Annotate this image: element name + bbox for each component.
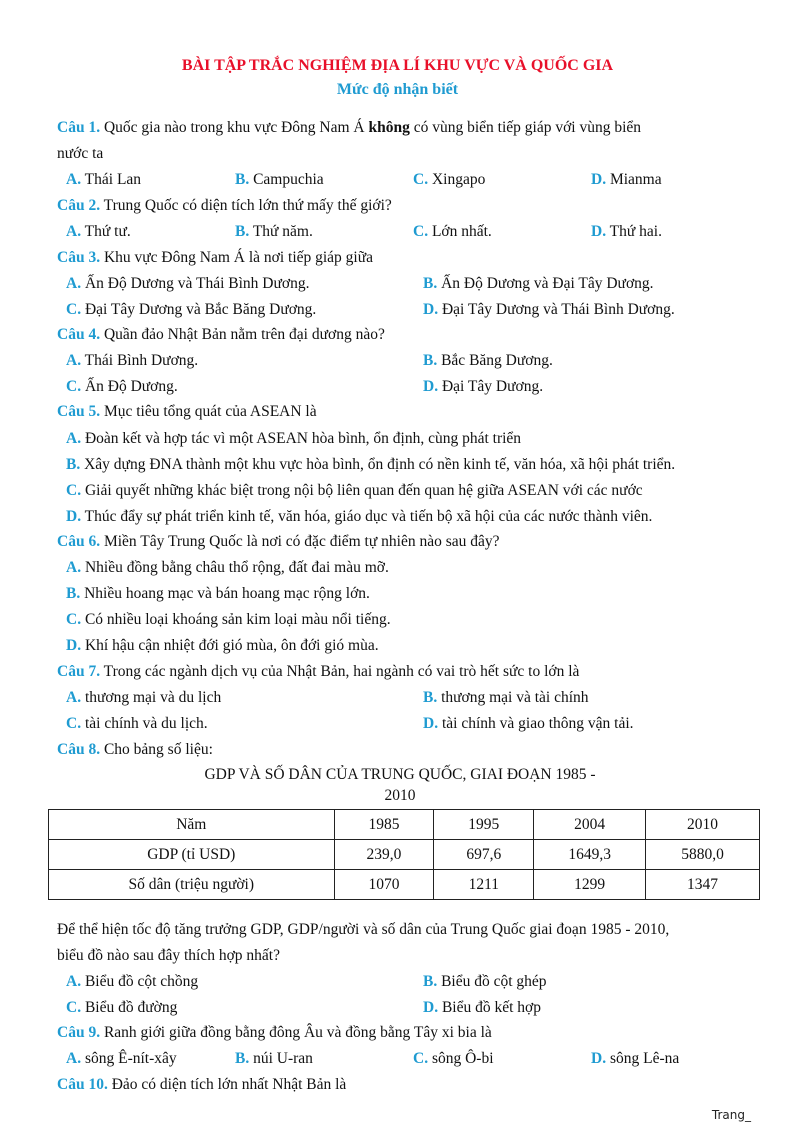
option-b[interactable] — [235, 1049, 313, 1069]
option-letter: D. — [423, 715, 439, 732]
option-text: Ấn Độ Dương và Đại Tây Dương. — [437, 275, 654, 292]
table-cell: 5880,0 — [646, 840, 760, 870]
option-text: Đại Tây Dương. — [438, 378, 544, 395]
table-caption: GDP VÀ SỐ DÂN CỦA TRUNG QUỐC, GIAI ĐOẠN 1985 - — [204, 766, 596, 783]
option-letter: D. — [591, 223, 607, 240]
option-d[interactable] — [591, 1049, 679, 1069]
option-text: Biểu đồ cột chồng — [81, 973, 199, 990]
option-letter: D. — [423, 999, 439, 1016]
question-text: Đảo có diện tích lớn nhất Nhật Bản là — [107, 1076, 347, 1093]
option-letter: C. — [66, 999, 82, 1016]
question-text: Trung Quốc có diện tích lớn thứ mấy thế giới? — [100, 197, 392, 214]
option-text: Mianma — [606, 171, 662, 188]
question-text: Quần đảo Nhật Bản nằm trên đại dương nào? — [100, 326, 385, 343]
question-2 — [57, 196, 392, 216]
table-header-row — [49, 810, 760, 840]
option-c[interactable] — [66, 481, 643, 501]
option-text: Bắc Băng Dương. — [437, 352, 553, 369]
option-text: Xây dựng ĐNA thành một khu vực hòa bình, ổn định có nền kinh tế, văn hóa, xã hội phát triển. — [80, 456, 676, 473]
table-row — [49, 840, 760, 870]
option-text: Giải quyết những khác biệt trong nội bộ liên quan đến quan hệ giữa ASEAN với các nước — [81, 482, 643, 499]
option-text: Nhiều đồng bằng châu thổ rộng, đất đai màu mỡ. — [81, 559, 389, 576]
option-text: Ấn Độ Dương và Thái Bình Dương. — [81, 275, 310, 292]
option-text: Biểu đồ kết hợp — [438, 999, 541, 1016]
question-label: Câu 1. — [57, 119, 101, 136]
option-b[interactable] — [235, 170, 324, 190]
question-label: Câu 2. — [57, 197, 101, 214]
option-b[interactable] — [66, 584, 370, 604]
option-letter: D. — [591, 171, 607, 188]
option-letter: A. — [66, 430, 82, 447]
table-header-cell: 1995 — [434, 810, 534, 840]
table-header-cell: 2010 — [646, 810, 760, 840]
question-text: có vùng biển tiếp giáp với vùng biển — [409, 119, 642, 136]
option-c[interactable] — [66, 998, 177, 1018]
option-letter: B. — [423, 973, 438, 990]
option-a[interactable] — [66, 222, 131, 242]
option-text: Biểu đồ đường — [81, 999, 178, 1016]
option-text: Thứ hai. — [606, 223, 662, 240]
table-cell: 1211 — [434, 870, 534, 900]
option-c[interactable] — [413, 1049, 494, 1069]
option-a[interactable] — [66, 429, 521, 449]
option-c[interactable] — [66, 377, 178, 397]
question-4 — [57, 325, 385, 345]
option-d[interactable] — [66, 507, 652, 527]
option-letter: B. — [423, 689, 438, 706]
option-text: Khí hậu cận nhiệt đới gió mùa, ôn đới gió mùa. — [81, 637, 379, 654]
option-letter: A. — [66, 275, 82, 292]
option-d[interactable] — [423, 300, 675, 320]
option-b[interactable] — [423, 274, 654, 294]
option-text: Thúc đẩy sự phát triển kinh tế, văn hóa, giáo dục và tiến bộ xã hội của các nước thành viên. — [81, 508, 653, 525]
option-a[interactable] — [66, 1049, 177, 1069]
option-b[interactable] — [423, 351, 553, 371]
option-a[interactable] — [66, 274, 309, 294]
table-header-cell: Năm — [49, 810, 335, 840]
option-text: Có nhiều loại khoáng sản kim loại màu nổi tiếng. — [81, 611, 391, 628]
option-d[interactable] — [423, 377, 543, 397]
question-label: Câu 3. — [57, 249, 101, 266]
option-text: tài chính và du lịch. — [81, 715, 208, 732]
option-text: thương mại và tài chính — [437, 689, 589, 706]
option-letter: C. — [413, 223, 429, 240]
option-letter: B. — [66, 456, 81, 473]
option-text: thương mại và du lịch — [81, 689, 222, 706]
question-7 — [57, 662, 579, 682]
option-text: sông Lê-na — [606, 1050, 680, 1067]
table-caption-continuation: 2010 — [384, 787, 416, 804]
option-text: Campuchia — [249, 171, 324, 188]
option-letter: C. — [66, 301, 82, 318]
option-a[interactable] — [66, 558, 389, 578]
option-text: Thứ tư. — [81, 223, 131, 240]
question-label: Câu 7. — [57, 663, 101, 680]
option-c[interactable] — [66, 300, 316, 320]
question-9 — [57, 1023, 492, 1043]
option-c[interactable] — [66, 714, 208, 734]
option-text: Thứ năm. — [249, 223, 313, 240]
option-letter: B. — [66, 585, 81, 602]
option-text: Ấn Độ Dương. — [81, 378, 178, 395]
table-row — [49, 870, 760, 900]
option-letter: A. — [66, 973, 82, 990]
option-letter: A. — [66, 171, 82, 188]
question-1-continuation: nước ta — [57, 145, 104, 162]
question-label: Câu 10. — [57, 1076, 108, 1093]
option-text: Thái Bình Dương. — [81, 352, 199, 369]
option-letter: C. — [413, 1050, 429, 1067]
option-letter: A. — [66, 559, 82, 576]
option-b[interactable] — [66, 455, 675, 475]
option-a[interactable] — [66, 351, 198, 371]
table-cell: 1299 — [534, 870, 646, 900]
question-label: Câu 4. — [57, 326, 101, 343]
question-label: Câu 5. — [57, 403, 101, 420]
option-letter: D. — [66, 508, 82, 525]
question-3 — [57, 248, 373, 268]
table-cell: GDP (tỉ USD) — [49, 840, 335, 870]
document-subtitle: Mức độ nhận biết — [336, 81, 459, 98]
option-b[interactable] — [235, 222, 313, 242]
question-emphasis: không — [368, 119, 410, 136]
option-d[interactable] — [591, 170, 662, 190]
option-letter: C. — [66, 482, 82, 499]
question-text: Ranh giới giữa đồng bằng đông Âu và đồng bằng Tây xi bia là — [100, 1024, 492, 1041]
question-text: Khu vực Đông Nam Á là nơi tiếp giáp giữa — [100, 249, 374, 266]
option-text: núi U-ran — [249, 1050, 313, 1067]
option-c[interactable] — [413, 222, 492, 242]
question-text: Quốc gia nào trong khu vực Đông Nam Á — [100, 119, 369, 136]
option-text: sông Ô-bi — [428, 1050, 494, 1067]
option-text: Đoàn kết và hợp tác vì một ASEAN hòa bình, ổn định, cùng phát triển — [81, 430, 522, 447]
table-cell: Số dân (triệu người) — [49, 870, 335, 900]
question-text: Trong các ngành dịch vụ của Nhật Bản, hai ngành có vai trò hết sức to lớn là — [100, 663, 580, 680]
data-table — [48, 809, 760, 900]
question-8 — [57, 740, 213, 760]
table-cell: 1347 — [646, 870, 760, 900]
question-label: Câu 6. — [57, 533, 101, 550]
table-header-cell: 2004 — [534, 810, 646, 840]
option-letter: C. — [66, 715, 82, 732]
question-text: Mục tiêu tổng quát của ASEAN là — [100, 403, 317, 420]
question-8-followup: Để thể hiện tốc độ tăng trưởng GDP, GDP/người và số dân của Trung Quốc giai đoạn 1985 - 2010, — [57, 921, 670, 938]
option-a[interactable] — [66, 972, 198, 992]
option-letter: D. — [591, 1050, 607, 1067]
option-text: Biểu đồ cột ghép — [437, 973, 547, 990]
question-label: Câu 8. — [57, 741, 101, 758]
option-letter: B. — [235, 223, 250, 240]
option-letter: A. — [66, 352, 82, 369]
option-text: Đại Tây Dương và Bắc Băng Dương. — [81, 301, 317, 318]
page-footer: Trang_ — [711, 1108, 751, 1122]
question-label: Câu 9. — [57, 1024, 101, 1041]
option-letter: B. — [235, 171, 250, 188]
option-d[interactable] — [423, 998, 541, 1018]
question-1 — [57, 118, 641, 138]
option-letter: C. — [413, 171, 429, 188]
option-text: Đại Tây Dương và Thái Bình Dương. — [438, 301, 675, 318]
table-cell: 1649,3 — [534, 840, 646, 870]
option-d[interactable] — [423, 714, 634, 734]
option-a[interactable] — [66, 170, 141, 190]
option-d[interactable] — [591, 222, 662, 242]
document-title: BÀI TẬP TRẮC NGHIỆM ĐỊA LÍ KHU VỰC VÀ QUỐC GIA — [181, 57, 614, 74]
option-letter: C. — [66, 611, 82, 628]
option-letter: D. — [423, 301, 439, 318]
question-5 — [57, 402, 317, 422]
option-letter: B. — [423, 275, 438, 292]
option-b[interactable] — [423, 972, 547, 992]
option-c[interactable] — [66, 610, 391, 630]
option-letter: B. — [235, 1050, 250, 1067]
question-text: Cho bảng số liệu: — [100, 741, 213, 758]
table-cell: 697,6 — [434, 840, 534, 870]
option-text: sông Ê-nít-xây — [81, 1050, 177, 1067]
option-letter: D. — [66, 637, 82, 654]
option-d[interactable] — [66, 636, 379, 656]
question-8-followup-continuation: biểu đồ nào sau đây thích hợp nhất? — [57, 947, 280, 964]
option-text: tài chính và giao thông vận tải. — [438, 715, 634, 732]
option-letter: A. — [66, 689, 82, 706]
option-letter: B. — [423, 352, 438, 369]
option-letter: C. — [66, 378, 82, 395]
question-6 — [57, 532, 500, 552]
option-c[interactable] — [413, 170, 485, 190]
question-10 — [57, 1075, 346, 1095]
option-text: Lớn nhất. — [428, 223, 492, 240]
option-a[interactable] — [66, 688, 221, 708]
option-letter: A. — [66, 1050, 82, 1067]
table-header-cell: 1985 — [334, 810, 434, 840]
table-cell: 1070 — [334, 870, 434, 900]
option-text: Thái Lan — [81, 171, 142, 188]
table-cell: 239,0 — [334, 840, 434, 870]
option-b[interactable] — [423, 688, 589, 708]
question-text: Miền Tây Trung Quốc là nơi có đặc điểm tự nhiên nào sau đây? — [100, 533, 500, 550]
option-text: Nhiều hoang mạc và bán hoang mạc rộng lớn. — [80, 585, 370, 602]
option-letter: A. — [66, 223, 82, 240]
option-letter: D. — [423, 378, 439, 395]
option-text: Xingapo — [428, 171, 486, 188]
